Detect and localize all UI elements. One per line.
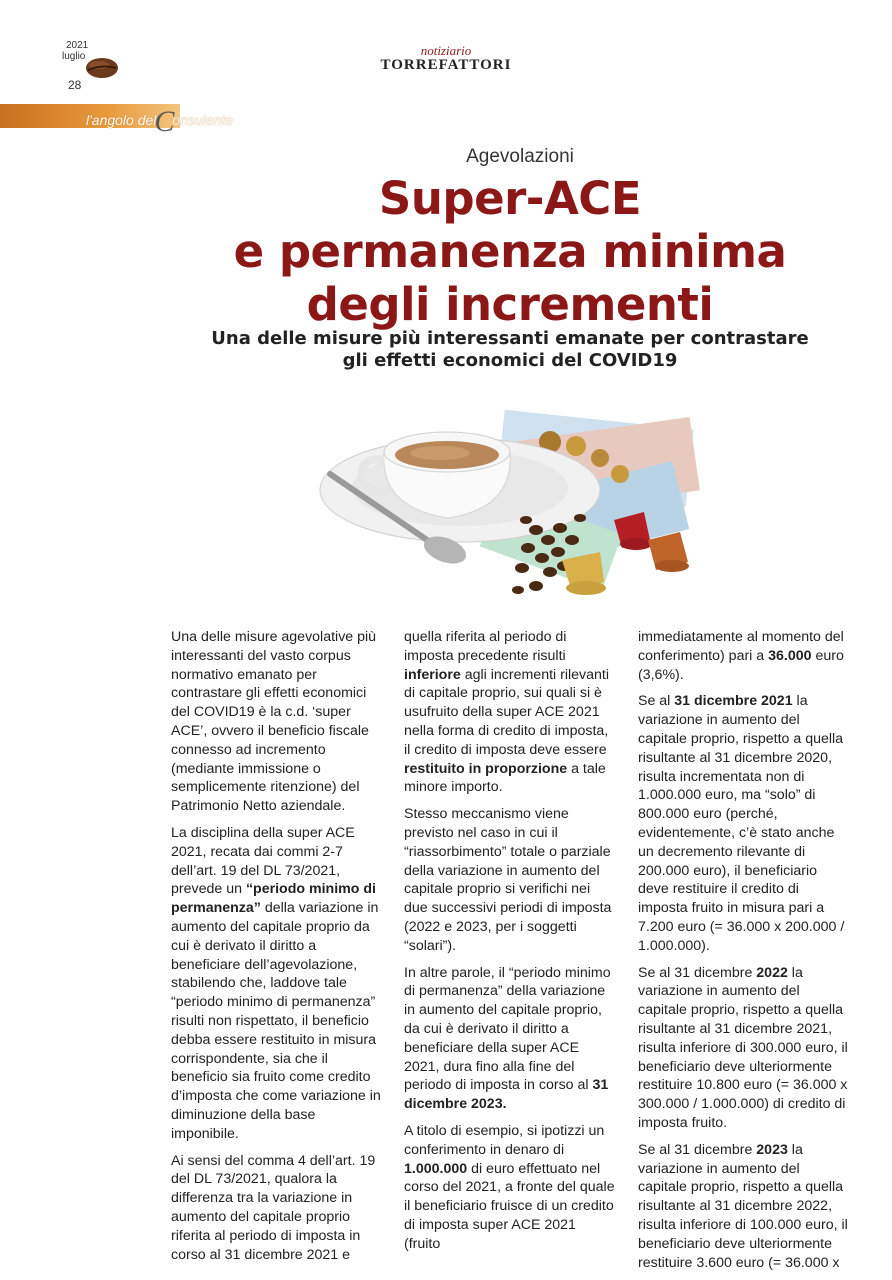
bold-text: 2022	[756, 964, 788, 981]
text-run: Se al	[638, 693, 675, 710]
body-paragraph	[404, 628, 616, 797]
issue-year: 2021	[66, 40, 89, 51]
body-paragraph	[171, 1152, 383, 1265]
text-run: euro (3,6%).	[638, 647, 844, 683]
article-subtitle	[140, 328, 880, 372]
body-paragraph	[171, 824, 383, 1144]
bold-text: 31 dicembre 2023.	[404, 1077, 609, 1113]
text-run: quella riferita al periodo di imposta precedente risulti	[404, 629, 567, 664]
text-run: la variazione in aumento del capitale proprio, rispetto a quella risultante al 31 dicembre 2022, risulta inferiore di 100.000 euro, il beneficiario deve ulteriormente restituire 3.600 euro (= 36.000 x	[638, 1141, 848, 1271]
article-title	[140, 172, 880, 331]
section-label-initial: C	[154, 105, 175, 138]
text-run: la variazione in aumento del capitale proprio, rispetto a quella risultante al 31 dicembre 2020, risulta incrementata non di 1.000.000 euro, ma “solo” di 800.000 euro (perché, evidentemente, c’è stato anche un decremento rilevante di 200.000 euro), il beneficiario deve restituire il credito di imposta fruito in misura pari a 7.200 euro (= 36.000 x 200.000 / 1.000.000).	[638, 693, 845, 954]
issue-month: luglio	[62, 51, 86, 62]
bold-text: restituito in proporzione	[404, 760, 568, 777]
bold-text: “periodo minimo di permanenza”	[171, 881, 376, 917]
text-run: Ai sensi del comma 4 dell’art. 19 del DL 73/2021, qualora la differenza tra la variazione in aumento del capitale proprio riferita al periodo di imposta in corso al 31 dicembre 2021 e	[171, 1152, 376, 1263]
body-paragraph	[638, 692, 850, 955]
body-paragraph	[638, 1141, 850, 1273]
subtitle-line: Una delle misure più interessanti emanate per contrastare	[211, 328, 809, 349]
text-run: A titolo di esempio, si ipotizzi un conferimento in denaro di	[404, 1122, 605, 1158]
text-run: della variazione in aumento del capitale proprio da cui è derivato il diritto a beneficiare dell’agevolazione, stabilendo che, laddove tale “periodo minimo di permanenza” risulti non rispettato, il beneficio debba essere restituito in misura corrispondente, sia che il beneficio sia fruito come credito d’imposta che come variazione in diminuzione della base imponibile.	[171, 900, 381, 1142]
page-number: 28	[68, 78, 82, 92]
text-run: la variazione in aumento del capitale proprio, rispetto a quella risultante al 31 dicembre 2021, risulta inferiore di 300.000 euro, il beneficiario deve ulteriormente restituire 10.800 euro (= 36.000 x 300.000 / 1.000.000) di credito di imposta fruito.	[638, 964, 848, 1131]
body-paragraph	[404, 964, 616, 1114]
text-run: La disciplina della super ACE 2021, recata dai commi 2-7 dell’art. 19 del DL 73/2021, prevede un	[171, 824, 355, 898]
body-paragraph	[638, 964, 850, 1133]
magazine-logo	[0, 44, 892, 73]
bold-text: 2023	[756, 1141, 788, 1158]
text-run: In altre parole, il “periodo minimo di permanenza” della variazione in aumento del capitale proprio, da cui è derivato il diritto a beneficiare della super ACE 2021, dura fino alla fine del periodo di imposta in corso al	[404, 964, 611, 1094]
text-run: agli incrementi rilevanti di capitale proprio, sui quali si è usufruito della super ACE 2021 nella forma di credito di imposta, il credito di imposta deve essere	[404, 666, 610, 758]
magazine-logo-bottom: TORREFATTORI	[380, 57, 512, 73]
title-line: degli incrementi	[306, 278, 714, 331]
subtitle-line: gli effetti economici del COVID19	[342, 350, 678, 371]
bold-text: 31 dicembre 2021	[674, 693, 793, 710]
section-label-pre: l'angolo del	[86, 112, 157, 128]
text-run: Stesso meccanismo viene previsto nel caso in cui il “riassorbimento” totale o parziale della variazione in aumento del capitale proprio si verifichi nei due successivi periodi di imposta (2022 e 2023, per i soggetti “solari”).	[404, 806, 612, 954]
body-paragraph	[404, 1122, 616, 1254]
text-run: a tale minore importo.	[404, 760, 606, 796]
section-label	[86, 105, 234, 138]
bold-text: 1.000.000	[404, 1160, 468, 1177]
body-paragraph	[171, 628, 383, 816]
section-label-post: onsulente	[172, 112, 234, 128]
text-run: di euro effettuato nel corso del 2021, a fronte del quale il beneficiario fruisce di un credito di imposta super ACE 2021 (fruito	[404, 1160, 615, 1252]
text-run: Una delle misure agevolative più interessanti del vasto corpus normativo emanato per contrastare gli effetti economici del COVID19 è la c.d. ‘super ACE’, ovvero il beneficio fiscale connesso ad incremento (mediante immissione o semplicemente ritenzione) del Patrimonio Netto aziendale.	[171, 629, 377, 815]
coffee-money-illustration	[300, 390, 720, 612]
body-paragraph	[404, 805, 616, 955]
article-column-2	[404, 628, 616, 1262]
article-kicker: Agevolazioni	[466, 146, 574, 167]
body-paragraph	[638, 628, 850, 684]
bold-text: 36.000	[768, 647, 812, 664]
text-run: Se al 31 dicembre	[638, 964, 757, 981]
bold-text: inferiore	[404, 666, 461, 683]
text-run: Se al 31 dicembre	[638, 1141, 757, 1158]
title-line: Super-ACE	[378, 172, 642, 225]
article-column-3	[638, 628, 850, 1280]
title-line: e permanenza minima	[233, 225, 787, 278]
article-column-1	[171, 628, 383, 1272]
magazine-logo-top: notiziario	[420, 43, 472, 58]
text-run: immediatamente al momento del conferimento) pari a	[638, 629, 844, 664]
